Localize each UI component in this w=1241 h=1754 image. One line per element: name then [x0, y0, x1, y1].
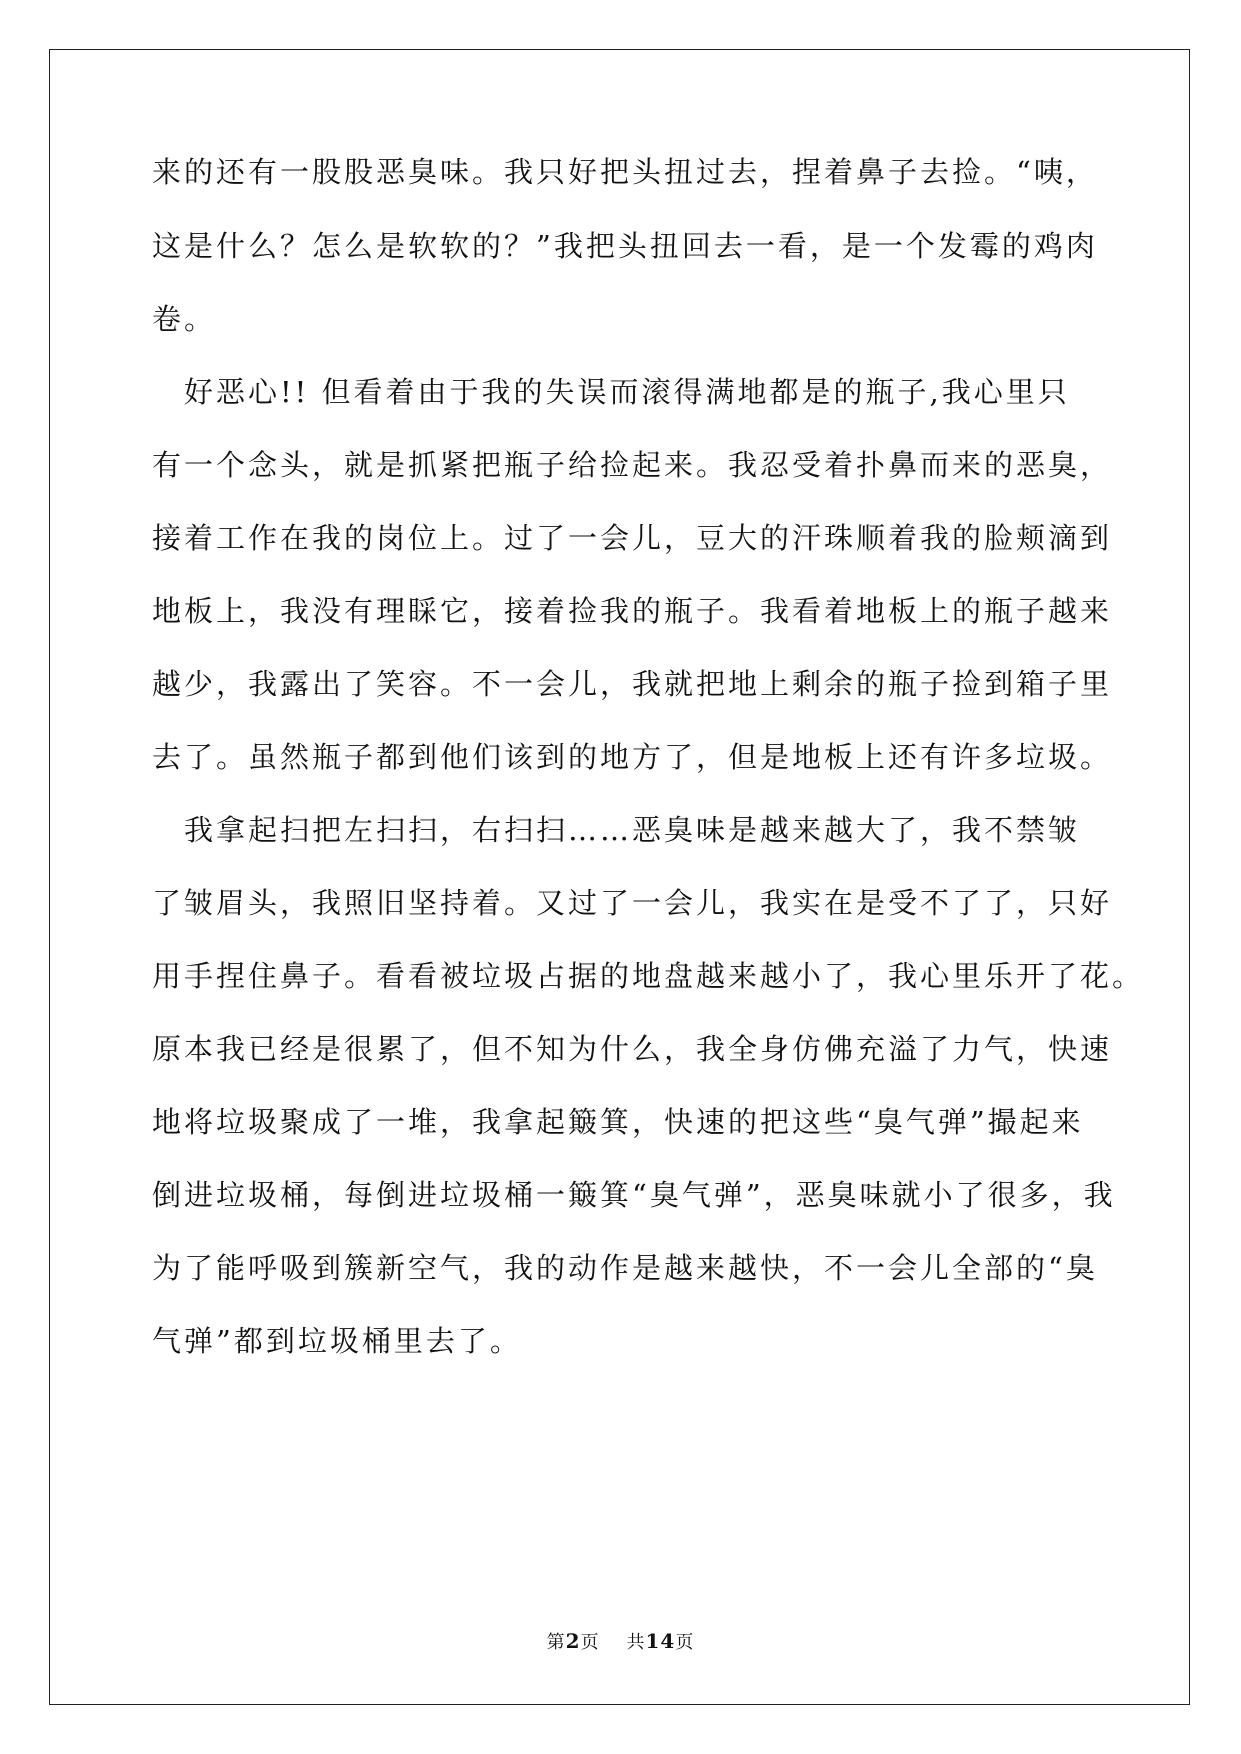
- body-line: 气弹”都到垃圾桶里去了。: [152, 1324, 522, 1358]
- footer-page-number: 2: [565, 1629, 581, 1653]
- body-line: 为了能呼吸到簇新空气，我的动作是越来越快，不一会儿全部的“臭: [152, 1251, 1098, 1285]
- footer-total-prefix: 共: [626, 1632, 646, 1653]
- body-line: 我拿起扫把左扫扫，右扫扫……恶臭味是越来越大了，我不禁皱: [152, 813, 1081, 847]
- body-line: 地将垃圾聚成了一堆，我拿起簸箕，快速的把这些“臭气弹”撮起来: [152, 1105, 1084, 1139]
- body-line: 好恶心!! 但看着由于我的失误而滚得满地都是的瓶子,我心里只: [152, 375, 1070, 409]
- body-line: 用手捏住鼻子。看看被垃圾占据的地盘越来越小了，我心里乐开了花。: [152, 959, 1145, 993]
- body-line: 地板上，我没有理睬它，接着捡我的瓶子。我看着地板上的瓶子越来: [152, 594, 1113, 628]
- page-border: [49, 49, 1190, 1705]
- footer-total-pages: 14: [645, 1629, 676, 1653]
- footer-page-unit: 页: [580, 1632, 600, 1653]
- body-line: 原本我已经是很累了，但不知为什么，我全身仿佛充溢了力气，快速: [152, 1032, 1113, 1066]
- body-line: 倒进垃圾桶，每倒进垃圾桶一簸箕“臭气弹”，恶臭味就小了很多，我: [152, 1178, 1116, 1212]
- body-line: 去了。虽然瓶子都到他们该到的地方了，但是地板上还有许多垃圾。: [152, 740, 1113, 774]
- body-line: 越少，我露出了笑容。不一会儿，我就把地上剩余的瓶子捡到箱子里: [152, 667, 1113, 701]
- body-line: 来的还有一股股恶臭味。我只好把头扭过去，捏着鼻子去捡。“咦，: [152, 155, 1098, 189]
- page-footer: [0, 1628, 1241, 1654]
- body-line: 这是什么？怎么是软软的？”我把头扭回去一看，是一个发霉的鸡肉: [152, 229, 1098, 263]
- body-line: 了皱眉头，我照旧坚持着。又过了一会儿，我实在是受不了了，只好: [152, 886, 1113, 920]
- body-line: 卷。: [152, 302, 217, 336]
- footer-total-unit: 页: [675, 1632, 695, 1653]
- footer-prefix: 第: [546, 1632, 566, 1653]
- body-line: 有一个念头，就是抓紧把瓶子给捡起来。我忍受着扑鼻而来的恶臭，: [152, 448, 1113, 482]
- body-line: 接着工作在我的岗位上。过了一会儿，豆大的汗珠顺着我的脸颊滴到: [152, 521, 1113, 555]
